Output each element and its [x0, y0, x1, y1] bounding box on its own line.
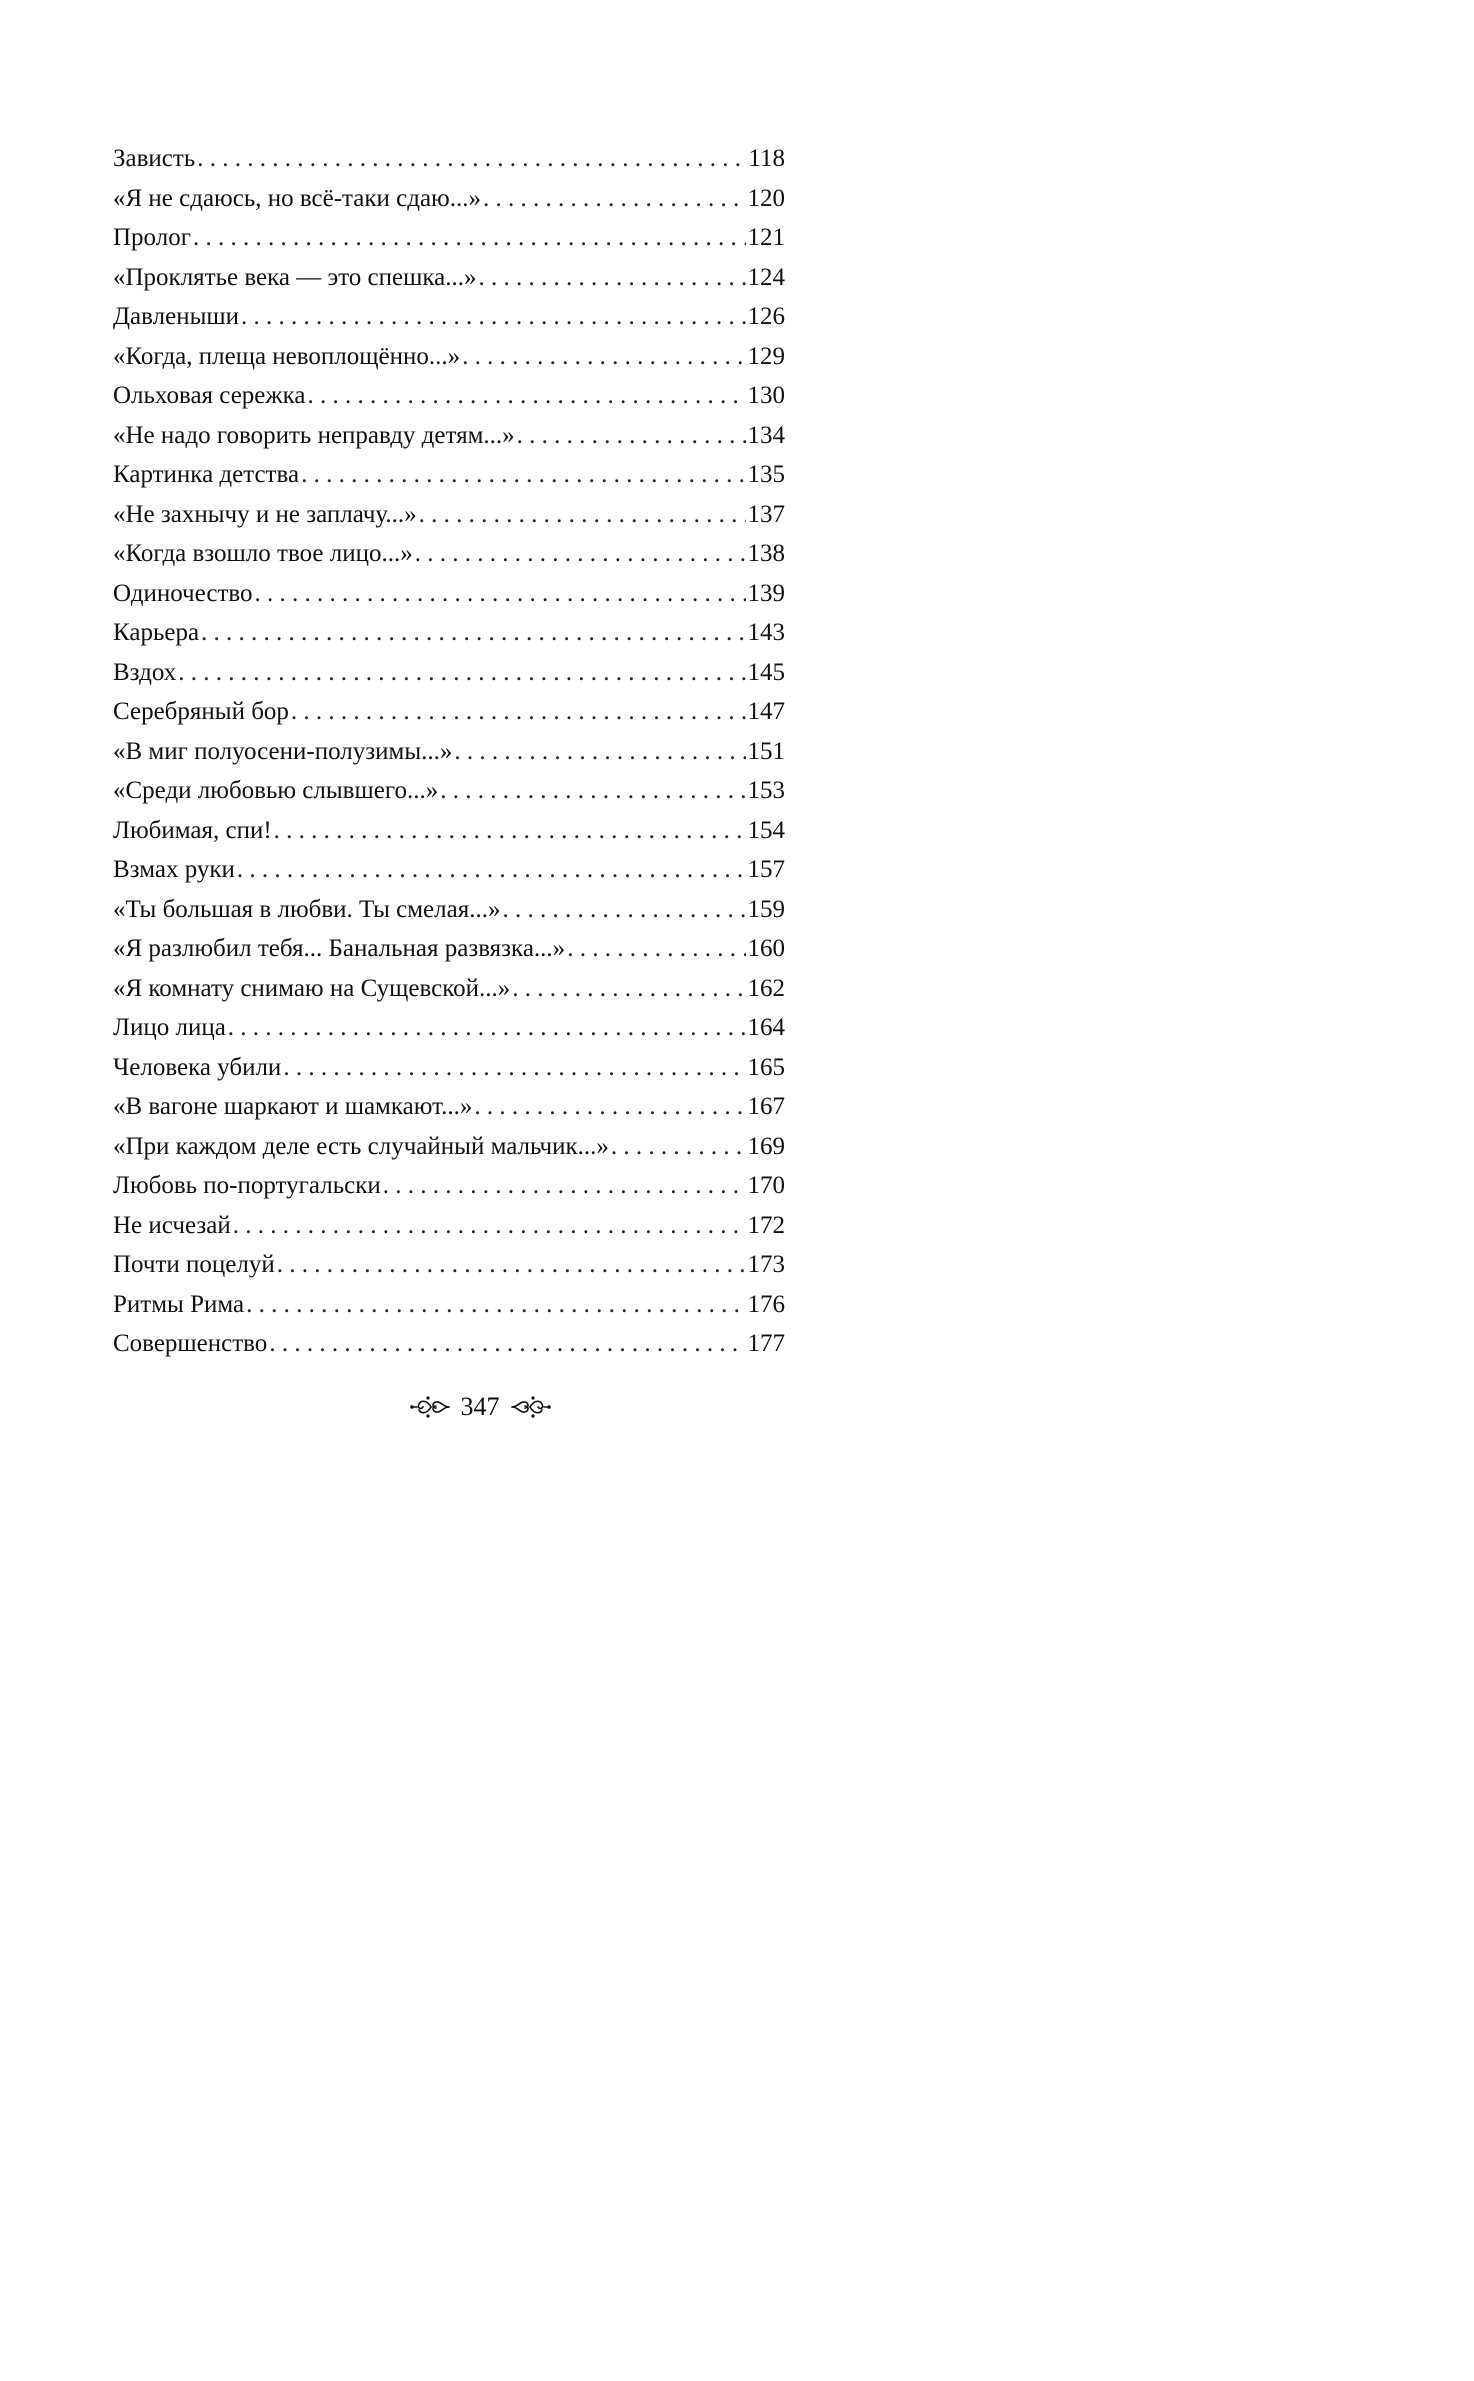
toc-entry: [113, 455, 785, 495]
toc-entry-page: 173: [747, 1251, 785, 1278]
toc-dot-leader: [611, 1127, 746, 1167]
toc-entry: [113, 850, 785, 890]
toc-dot-leader: [237, 850, 746, 890]
toc-dot-leader: [269, 1324, 745, 1364]
toc-entry-title: Не исчезай: [113, 1211, 231, 1239]
toc-entry-page: 135: [747, 461, 785, 488]
toc-dot-leader: [474, 1087, 745, 1127]
toc-dot-leader: [462, 337, 745, 377]
toc-dot-leader: [454, 732, 745, 772]
toc-entry: [113, 692, 785, 732]
toc-entry-title: Картинка детства: [113, 461, 300, 488]
toc-dot-leader: [233, 1206, 746, 1246]
toc-dot-leader: [567, 929, 745, 969]
toc-entry-title: «Не надо говорить неправду детям...»: [113, 421, 515, 449]
toc-entry: [113, 218, 785, 258]
toc-entry-title: «В вагоне шаркают и шамкают...»: [113, 1093, 473, 1120]
toc-entry-title: Серебряный бор: [113, 698, 289, 725]
toc-dot-leader: [283, 1048, 745, 1088]
toc-entry-title: «Проклятье века — это спешка...»: [113, 263, 477, 291]
toc-entry: [113, 771, 785, 811]
toc-entry-page: 162: [747, 974, 785, 1002]
toc-entry: [113, 1245, 785, 1285]
toc-entry-title: Одиночество: [113, 579, 253, 607]
toc-dot-leader: [517, 416, 746, 456]
toc-entry-page: 124: [747, 263, 785, 291]
toc-entry-page: 139: [747, 579, 785, 607]
toc-dot-leader: [291, 692, 746, 732]
toc-entry-title: Давленыши: [113, 303, 240, 330]
toc-entry: [113, 376, 785, 416]
toc-entry: [113, 1166, 785, 1206]
toc-dot-leader: [255, 574, 746, 614]
toc-entry-title: «При каждом деле есть случайный мальчик...»: [113, 1132, 609, 1160]
toc-dot-leader: [228, 1008, 746, 1048]
toc-entry: [113, 1324, 785, 1364]
toc-entry: [113, 613, 785, 653]
toc-entry-title: Вздох: [113, 658, 177, 686]
toc-entry: [113, 574, 785, 614]
toc-entry-page: 160: [747, 935, 785, 962]
toc-entry-page: 121: [747, 224, 785, 251]
toc-entry-page: 170: [747, 1172, 785, 1199]
toc-entry-page: 130: [747, 382, 785, 409]
toc-dot-leader: [241, 297, 745, 337]
toc-entry-page: 154: [747, 816, 785, 844]
toc-entry-page: 159: [747, 895, 785, 923]
page-number: 347: [460, 1392, 500, 1421]
toc-entry-page: 143: [747, 619, 785, 646]
toc-dot-leader: [483, 179, 746, 219]
toc-entry-title: Карьера: [113, 619, 200, 646]
toc-entry: [113, 297, 785, 337]
toc-entry: [113, 732, 785, 772]
toc-entry-page: 176: [747, 1290, 785, 1318]
page-footer: [0, 1392, 960, 1422]
toc-entry: [113, 969, 785, 1009]
toc-entry-page: 145: [747, 658, 785, 686]
toc-entry-title: «Я разлюбил тебя... Банальная развязка...»: [113, 935, 566, 962]
toc-dot-leader: [178, 653, 745, 693]
toc-entry-page: 157: [747, 856, 785, 883]
toc-dot-leader: [440, 771, 745, 811]
toc-entry-title: «Не захнычу и не заплачу...»: [113, 500, 417, 528]
toc-entry: [113, 1008, 785, 1048]
toc-dot-leader: [246, 1285, 745, 1325]
toc-dot-leader: [502, 890, 745, 930]
toc-entry: [113, 811, 785, 851]
toc-dot-leader: [277, 1245, 746, 1285]
toc-dot-leader: [193, 218, 746, 258]
toc-dot-leader: [419, 495, 746, 535]
table-of-contents: [113, 139, 785, 1364]
toc-dot-leader: [383, 1166, 746, 1206]
toc-entry-title: Почти поцелуй: [113, 1251, 275, 1278]
toc-entry-page: 138: [747, 540, 785, 567]
toc-entry-title: «Среди любовью слывшего...»: [113, 777, 439, 804]
toc-entry: [113, 929, 785, 969]
toc-entry-page: 120: [747, 184, 785, 212]
toc-dot-leader: [478, 258, 745, 298]
toc-entry: [113, 1048, 785, 1088]
toc-entry: [113, 534, 785, 574]
toc-dot-leader: [197, 139, 746, 179]
toc-entry: [113, 1206, 785, 1246]
toc-entry: [113, 1127, 785, 1167]
toc-entry-page: 165: [747, 1053, 785, 1081]
toc-entry: [113, 495, 785, 535]
toc-entry: [113, 1087, 785, 1127]
toc-entry-title: Любимая, спи!: [113, 816, 272, 844]
toc-entry-page: 169: [747, 1132, 785, 1160]
toc-dot-leader: [308, 376, 746, 416]
toc-entry-page: 153: [747, 777, 785, 804]
toc-entry: [113, 890, 785, 930]
toc-entry-page: 147: [747, 698, 785, 725]
toc-entry-title: Совершенство: [113, 1330, 268, 1357]
toc-entry-title: «Я не сдаюсь, но всё-таки сдаю...»: [113, 184, 481, 212]
toc-entry-page: 177: [747, 1330, 785, 1357]
toc-dot-leader: [512, 969, 745, 1009]
toc-entry-page: 167: [747, 1093, 785, 1120]
toc-entry-page: 129: [747, 342, 785, 370]
toc-entry-page: 164: [747, 1014, 785, 1041]
toc-entry-title: «Я комнату снимаю на Сущевской...»: [113, 974, 511, 1002]
toc-entry-title: «В миг полуосени-полузимы...»: [113, 737, 453, 765]
toc-entry: [113, 416, 785, 456]
toc-entry: [113, 337, 785, 377]
flourish-right-icon: [510, 1394, 552, 1420]
toc-entry-title: Любовь по-португальски: [113, 1172, 381, 1199]
toc-entry: [113, 1285, 785, 1325]
toc-dot-leader: [201, 613, 745, 653]
toc-entry: [113, 139, 785, 179]
toc-entry-page: 137: [747, 500, 785, 528]
toc-entry-title: «Когда взошло твое лицо...»: [113, 540, 413, 567]
toc-entry-title: Пролог: [113, 224, 191, 251]
toc-dot-leader: [301, 455, 745, 495]
toc-entry-title: Человека убили: [113, 1053, 282, 1081]
toc-dot-leader: [274, 811, 746, 851]
toc-entry-title: Лицо лица: [113, 1014, 226, 1041]
toc-entry-title: Взмах руки: [113, 856, 235, 883]
toc-dot-leader: [415, 534, 746, 574]
toc-entry-page: 151: [747, 737, 785, 765]
toc-entry-title: Ритмы Рима: [113, 1290, 245, 1318]
toc-entry-page: 134: [747, 421, 785, 449]
toc-entry-page: 118: [748, 145, 785, 172]
toc-entry-title: Зависть: [113, 145, 196, 172]
toc-entry: [113, 653, 785, 693]
toc-entry-title: «Ты большая в любви. Ты смелая...»: [113, 895, 501, 923]
flourish-left-icon: [409, 1394, 451, 1420]
toc-entry-title: «Когда, плеща невоплощённо...»: [113, 342, 461, 370]
toc-entry-page: 126: [747, 303, 785, 330]
toc-entry: [113, 179, 785, 219]
toc-entry: [113, 258, 785, 298]
toc-entry-page: 172: [747, 1211, 785, 1239]
toc-entry-title: Ольховая сережка: [113, 382, 306, 409]
